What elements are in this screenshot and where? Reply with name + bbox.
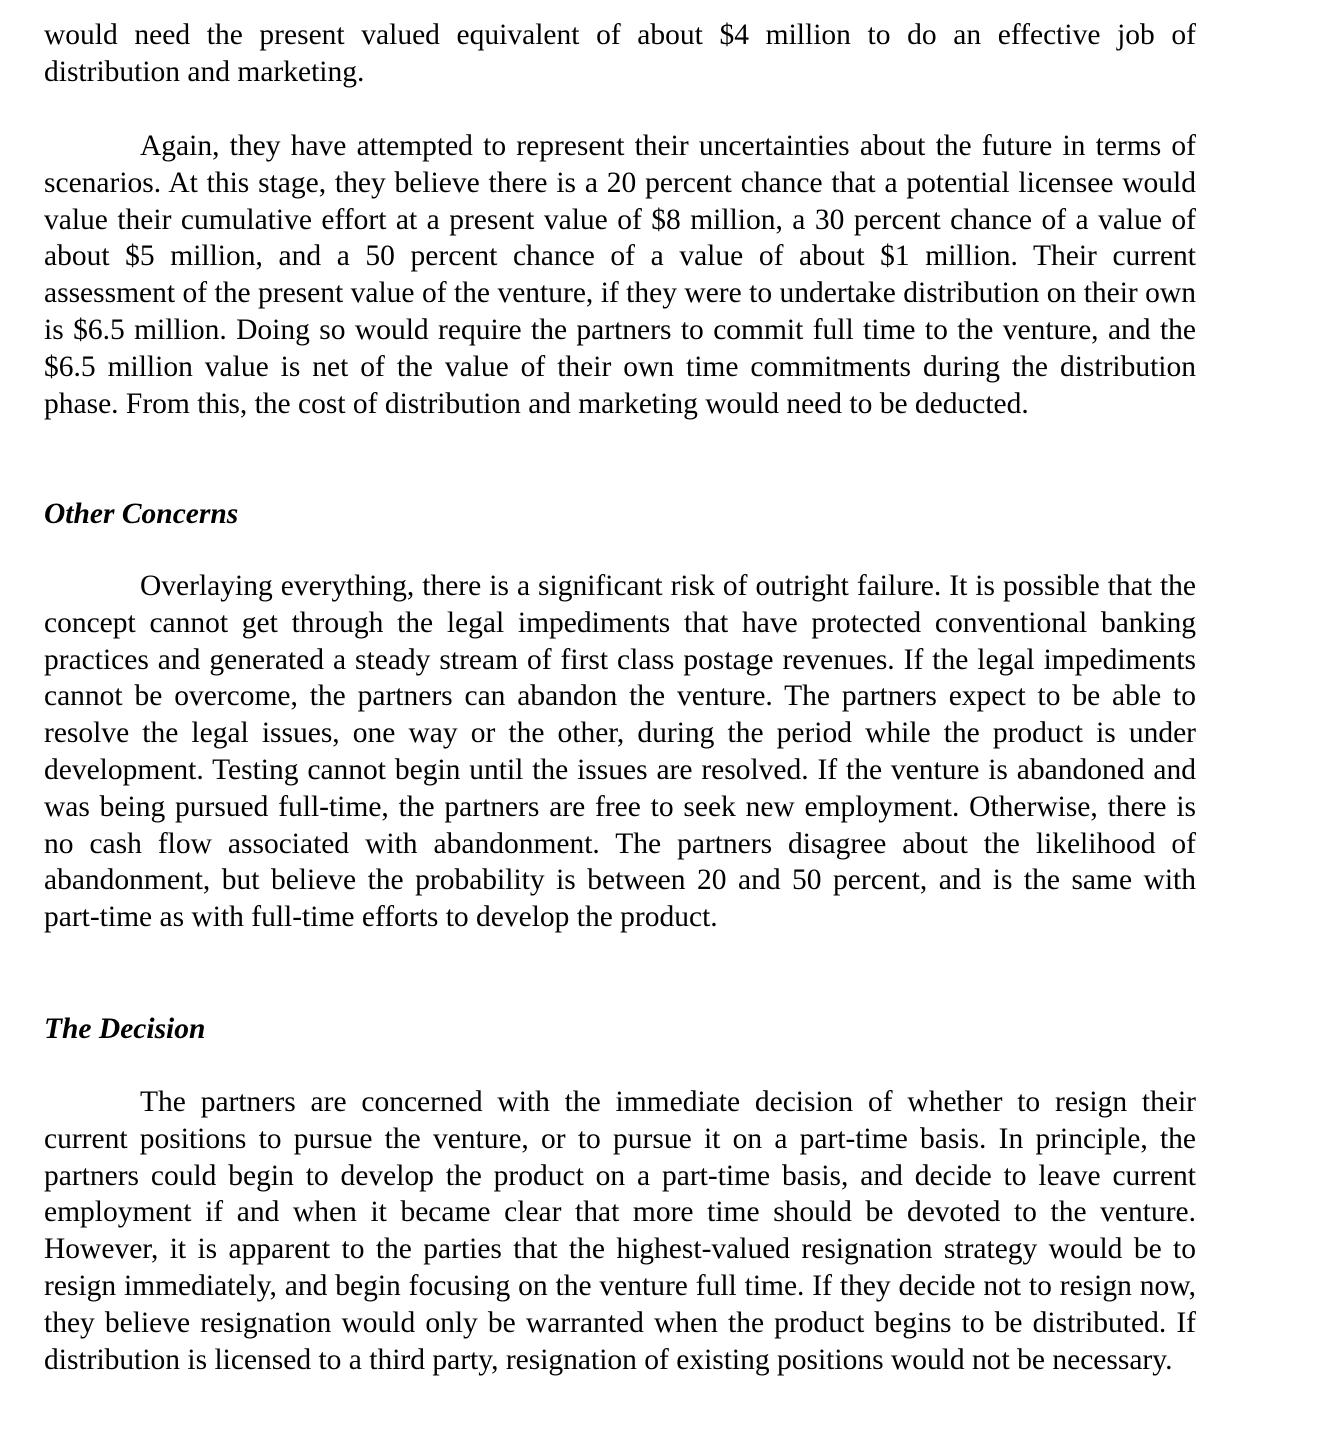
paragraph-scenarios: Again, they have attempted to represent their uncertainties about the future in terms of scenarios. At this stage, they believe there is a 20 percent chance that a potential licensee would value their cumulative effort at a present value of $8 million, a 30 percent chance of a value of about $5 million, and a 50 percent chance of a value of about $1 million. Their current assessment of the present value of the venture, if they were to undertake distribution on their own is $6.5 million. Doing so would require the partners to commit full time to the venture, and the $6.5 million value is net of the value of their own time commitments during the distribution phase. From this, the cost of distribution and marketing would need to be deducted. [44, 130, 1196, 420]
paragraph-decision: The partners are concerned with the immediate decision of whether to resign their current positions to pursue the venture, or to pursue it on a part-time basis. In principle, the partners could begin to develop the product on a part-time basis, and decide to leave current employment if and when it became clear that more time should be devoted to the venture. However, it is apparent to the parties that the highest-valued resignation strategy would be to resign immediately, and begin focusing on the venture full time. If they decide not to resign now, they believe resignation would only be warranted when the product begins to be distributed. If distribution is licensed to a third party, resignation of existing positions would not be necessary. [44, 1086, 1196, 1376]
heading-other-concerns: Other Concerns [44, 498, 239, 530]
heading-the-decision: The Decision [44, 1013, 206, 1045]
paragraph-risk-of-failure: Overlaying everything, there is a significant risk of outright failure. It is possible that the concept cannot get through the legal impediments that have protected conventional banking practices and generated a steady stream of first class postage revenues. If the legal impediments cannot be overcome, the partners can abandon the venture. The partners expect to be able to resolve the legal issues, one way or the other, during the period while the product is under development. Testing cannot begin until the issues are resolved. If the venture is abandoned and was being pursued full-time, the partners are free to seek new employment. Otherwise, there is no cash flow associated with abandonment. The partners disagree about the likelihood of abandonment, but believe the probability is between 20 and 50 percent, and is the same with part-time as with full-time efforts to develop the product. [44, 570, 1196, 934]
paragraph-distribution-cost: would need the present valued equivalent of about $4 million to do an effective job of distribution and marketing. [44, 19, 1196, 88]
